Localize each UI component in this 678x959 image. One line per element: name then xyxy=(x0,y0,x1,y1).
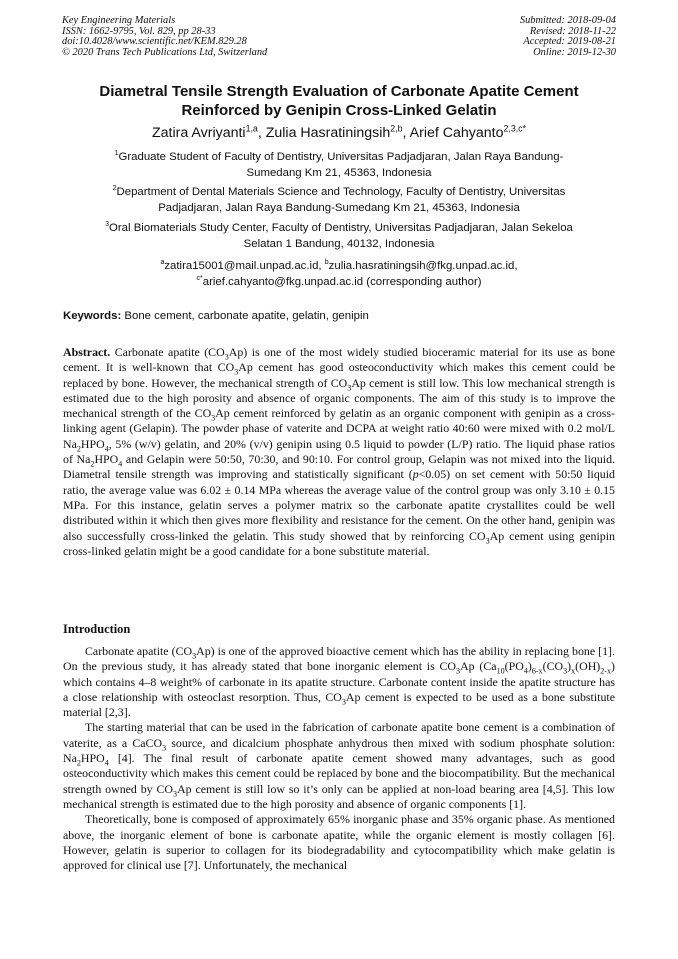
abstract-text: <0.05) on set cement with 50:50 liquid ratio, the average value was 6.02 ± 0.14 MPa whereas the average value of the control group was only 3.10 ± 0.15 MPa. For this instance, gelatin serves a polymer matrix so the carbonate apatite crystallites could be well distributed within it which then gives more flexibility and resistance for the cement. On the other hand, genipin was also successfully cross-linked the gelatin. This study showed that by reinforcing CO xyxy=(63,467,615,543)
affiliation-text: Department of Dental Materials Science and Technology, Faculty of Dentistry, Universitas xyxy=(116,186,566,198)
subscript: 2 xyxy=(90,459,95,469)
author-emails xyxy=(60,259,618,290)
paper-title xyxy=(40,82,638,120)
affiliation-1 xyxy=(60,150,618,181)
subscript: 2 xyxy=(76,758,81,768)
body-text: HPO xyxy=(80,751,105,766)
subscript: 3 xyxy=(211,413,216,423)
author-3: Arief Cahyanto xyxy=(409,125,504,141)
affiliation-text: Padjadjaran, Jalan Raya Bandung-Sumedang Km 21, 45363, Indonesia xyxy=(158,201,520,214)
paragraph-3: Theoretically, bone is composed of approximately 65% inorganic phase and 35% organic phase. As mentioned above, the inorganic element of bone is carbonate apatite, while the organic element is mostly collagen [6]. However, gelatin is superior to collagen for its biodegradability and cytocompatibility which make gelatin is approved for clinical use [7]. Unfortunately, the mechanical xyxy=(63,812,615,873)
abstract-text: HPO xyxy=(80,436,105,451)
body-text: ) which contains 4–8 weight% of carbonate in its apatite structure. Carbonate content inside the apatite structure has a close relationship with osteoclast resorption. Thus, CO xyxy=(63,659,615,704)
email-separator: , xyxy=(318,260,325,272)
abstract-text: Ap cement reinforced by gelatin as an organic component with genipin as a cross-linking agent (Gelapin). The powder phase of vaterite and DCPA at weight ratio 40:60 were mixed with 0.2 mol/L Na xyxy=(63,406,615,451)
subscript: 3 xyxy=(563,666,568,676)
journal-issn: ISSN: 1662-9795, Vol. 829, pp 28-33 xyxy=(62,25,216,37)
body-text: (OH) xyxy=(575,659,601,674)
title-line-2: Reinforced by Genipin Cross-Linked Gelatin xyxy=(181,102,497,119)
subscript: 3 xyxy=(162,743,167,753)
subscript: 3 xyxy=(456,666,461,676)
subscript: 3 xyxy=(192,651,197,661)
affiliation-number: 2 xyxy=(112,185,117,193)
body-text: source, and dicalcium phosphate anhydrous then mixed with sodium phosphate solution: Na xyxy=(63,735,615,766)
date-online: Online: 2019-12-30 xyxy=(533,46,616,58)
author-2-affiliation: 2,b xyxy=(390,123,403,134)
subscript: 3 xyxy=(341,697,346,707)
keywords xyxy=(63,309,615,323)
subscript: 4 xyxy=(104,758,109,768)
body-text: [4]. The final result of carbonate apatite cement showed many advantages, such as good osteoconductivity which makes this cement could be replaced by bone and the biocompatibility. But the mechanical strength owned by CO xyxy=(63,751,615,796)
abstract-label: Abstract. xyxy=(63,345,111,359)
subscript: 6-x xyxy=(531,666,543,676)
paragraph-2 xyxy=(63,720,615,812)
journal-info xyxy=(62,16,267,58)
abstract-text: Ap) is one of the most widely studied bioceramic material for its use as bone cement. It is well-known that CO xyxy=(63,345,616,375)
date-accepted: Accepted: 2019-08-21 xyxy=(523,36,616,48)
article-dates xyxy=(520,16,616,58)
abstract xyxy=(63,345,615,559)
body-text: (CO xyxy=(542,659,564,674)
affiliation-3 xyxy=(60,221,618,252)
subscript: 4 xyxy=(118,459,123,469)
paragraph-1 xyxy=(63,644,615,720)
subscript: 3 xyxy=(347,382,352,392)
subscript: 4 xyxy=(104,444,109,454)
body-text: Ap cement is expected to be used as a bone substitute material [2,3]. xyxy=(63,689,615,720)
abstract-text: and Gelapin were 50:50, 70:30, and 90:10. For control group, Gelapin was not mixed into the liquid. Diametral tensile strength was improving and statistically significant ( xyxy=(63,452,615,482)
body-text: Ap) is one of the approved bioactive cement which has the ability in replacing bone [1]. On the previous study, it has already stated that bone inorganic element is CO xyxy=(63,644,615,674)
body-text: ) xyxy=(567,659,572,674)
affiliation-text: Sumedang Km 21, 45363, Indonesia xyxy=(246,166,432,179)
keywords-text: Bone cement, carbonate apatite, gelatin, genipin xyxy=(121,310,369,322)
subscript: 3 xyxy=(173,789,178,799)
abstract-text: p xyxy=(412,467,419,482)
subscript: 3 xyxy=(224,352,229,362)
subscript: x xyxy=(571,666,576,676)
body-text: Ap (Ca xyxy=(460,659,497,674)
abstract-text: Carbonate apatite (CO xyxy=(110,345,225,359)
affiliation-number: 1 xyxy=(114,150,119,158)
abstract-text: , 5% (w/v) gelatin, and 20% (v/v) genipin using 0.5 liquid to powder (L/P) ratio. The liquid phase ratios of Na xyxy=(63,436,615,467)
body-text: ) xyxy=(527,659,532,674)
journal-doi: doi:10.4028/www.scientific.net/KEM.829.28 xyxy=(62,36,247,48)
affiliation-number: 3 xyxy=(105,221,110,229)
subscript: 3 xyxy=(234,367,239,377)
body-text: (PO xyxy=(504,659,524,674)
author-1: Zatira Avriyanti xyxy=(152,125,246,141)
subscript: 3 xyxy=(485,535,490,545)
email-marker: c* xyxy=(196,274,203,282)
body-text: The starting material that can be used in the fabrication of carbonate apatite bone cement is a combination of vaterite, as a CaCO xyxy=(63,720,615,750)
title-line-1: Diametral Tensile Strength Evaluation of Carbonate Apatite Cement xyxy=(99,83,579,100)
author-2: Zulia Hasratiningsih xyxy=(265,125,391,141)
abstract-text: Ap cement is still low. This low mechanical strength is estimated due to the high porosity and absence of organic components. The aim of this study is to improve the mechanical strength of the CO xyxy=(63,375,615,421)
subscript: 4 xyxy=(523,666,528,676)
email-marker: a xyxy=(160,259,165,267)
author-list xyxy=(40,124,638,142)
section-heading-introduction: Introduction xyxy=(63,622,131,636)
date-submitted: Submitted: 2018-09-04 xyxy=(519,15,616,26)
author-1-affiliation: 1,a xyxy=(245,123,258,134)
subscript: 10 xyxy=(496,666,505,676)
body-text: Carbonate apatite (CO xyxy=(85,644,193,658)
abstract-text: Ap cement has good osteoconductivity which makes this cement could be replaced by bone. However, the mechanical strength of CO xyxy=(63,360,615,390)
keywords-label: Keywords: xyxy=(63,310,122,322)
abstract-text: HPO xyxy=(94,452,119,467)
email-author-1[interactable]: zatira15001@mail.unpad.ac.id xyxy=(164,260,319,272)
affiliation-text: Graduate Student of Faculty of Dentistry, Universitas Padjadjaran, Jalan Raya Bandung- xyxy=(118,151,564,163)
author-3-affiliation: 2,3,c* xyxy=(503,123,526,134)
author-separator: , xyxy=(402,125,410,141)
journal-copyright: © 2020 Trans Tech Publications Ltd, Switzerland xyxy=(62,46,268,58)
body-text: Ap cement is still low so it’s only can be applied at non-load bearing area [4,5]. This low mechanical strength is estimated due to the high porosity and absence of organic components [1]. xyxy=(63,781,615,811)
affiliation-2 xyxy=(60,185,618,216)
email-author-3[interactable]: arief.cahyanto@fkg.unpad.ac.id (corresponding author) xyxy=(202,275,482,288)
subscript: 2-x xyxy=(600,666,612,676)
abstract-text: Ap cement using genipin cross-linked gelatin might be a good candidate for a bone substitute material. xyxy=(63,528,615,558)
affiliation-text: Selatan 1 Bandung, 40132, Indonesia xyxy=(243,237,435,250)
subscript: 2 xyxy=(76,444,81,454)
author-separator: , xyxy=(257,125,266,141)
email-marker: b xyxy=(324,259,329,267)
email-author-2[interactable]: zulia.hasratiningsih@fkg.unpad.ac.id, xyxy=(328,260,518,272)
introduction-body xyxy=(63,644,615,873)
journal-name: Key Engineering Materials xyxy=(62,15,176,26)
date-revised: Revised: 2018-11-22 xyxy=(529,25,616,37)
affiliation-text: Oral Biomaterials Study Center, Faculty of Dentistry, Universitas Padjadjaran, Jalan Sekeloa xyxy=(109,222,573,234)
